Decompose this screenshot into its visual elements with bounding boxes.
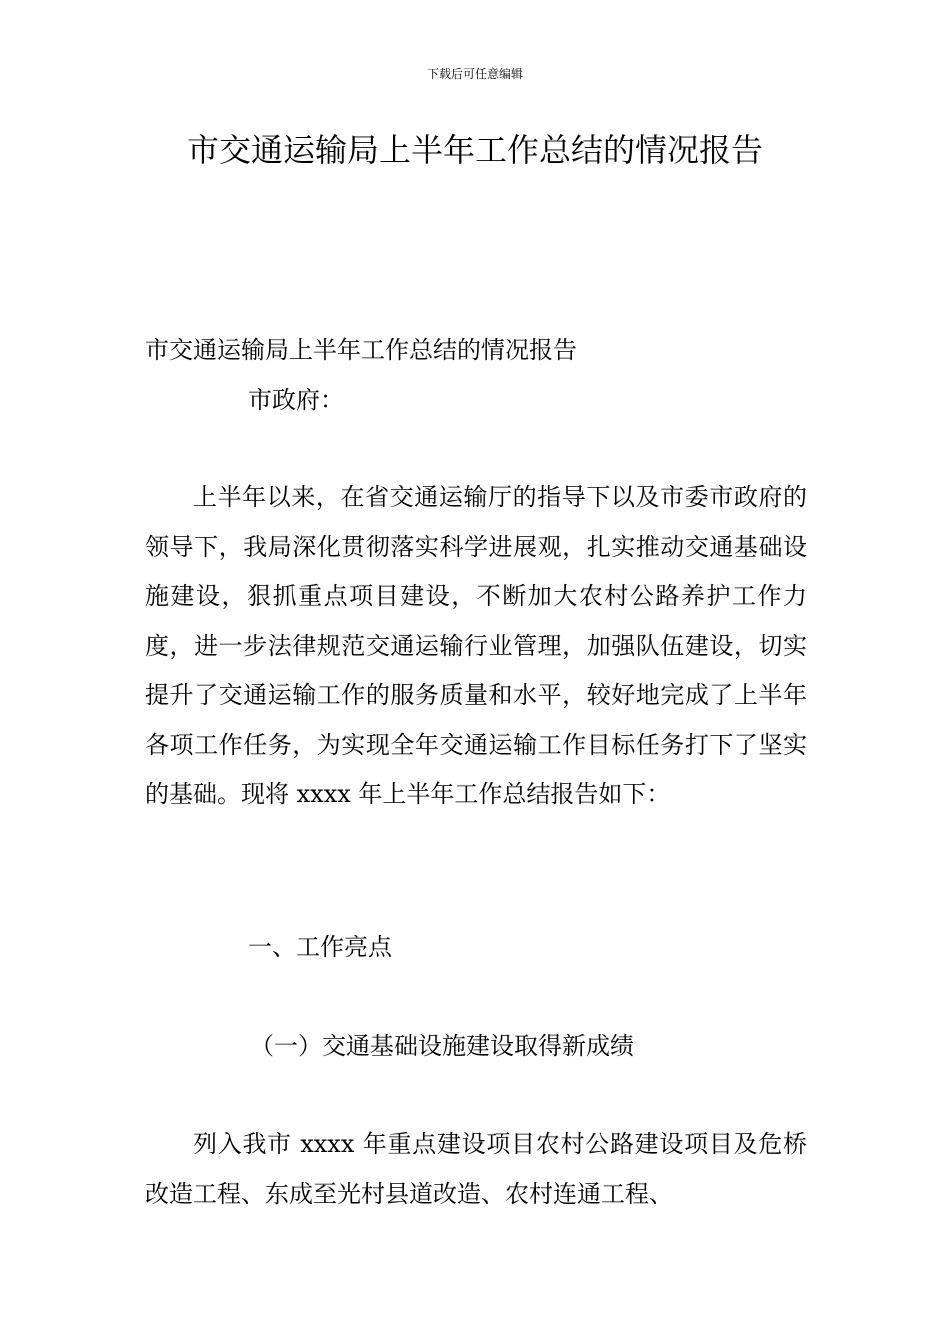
document-subtitle: 市交通运输局上半年工作总结的情况报告: [145, 336, 577, 364]
header-note: 下载后可任意编辑: [426, 67, 523, 81]
body-paragraph: 列入我市 xxxx 年重点建设项目农村公路建设项目及危桥改造工程、东成至光村县道改造、农村连通工程、: [145, 1130, 807, 1208]
salutation: 市政府：: [248, 386, 344, 414]
document-title: 市交通运输局上半年工作总结的情况报告: [186, 131, 763, 169]
subsection-heading: （一）交通基础设施建设取得新成绩: [250, 1032, 634, 1060]
section-heading: 一、工作亮点: [248, 933, 392, 961]
intro-paragraph: 上半年以来，在省交通运输厅的指导下以及市委市政府的领导下，我局深化贯彻落实科学进展观，扎实推动交通基础设施建设，狠抓重点项目建设，不断加大农村公路养护工作力度，进一步法律规范交通运输行业管理，加强队伍建设，切实提升了交通运输工作的服务质量和水平，较好地完成了上半年各项工作任务，为实现全年交通运输工作目标任务打下了坚实的基础。现将 xxxx 年上半年工作总结报告如下：: [145, 483, 807, 808]
